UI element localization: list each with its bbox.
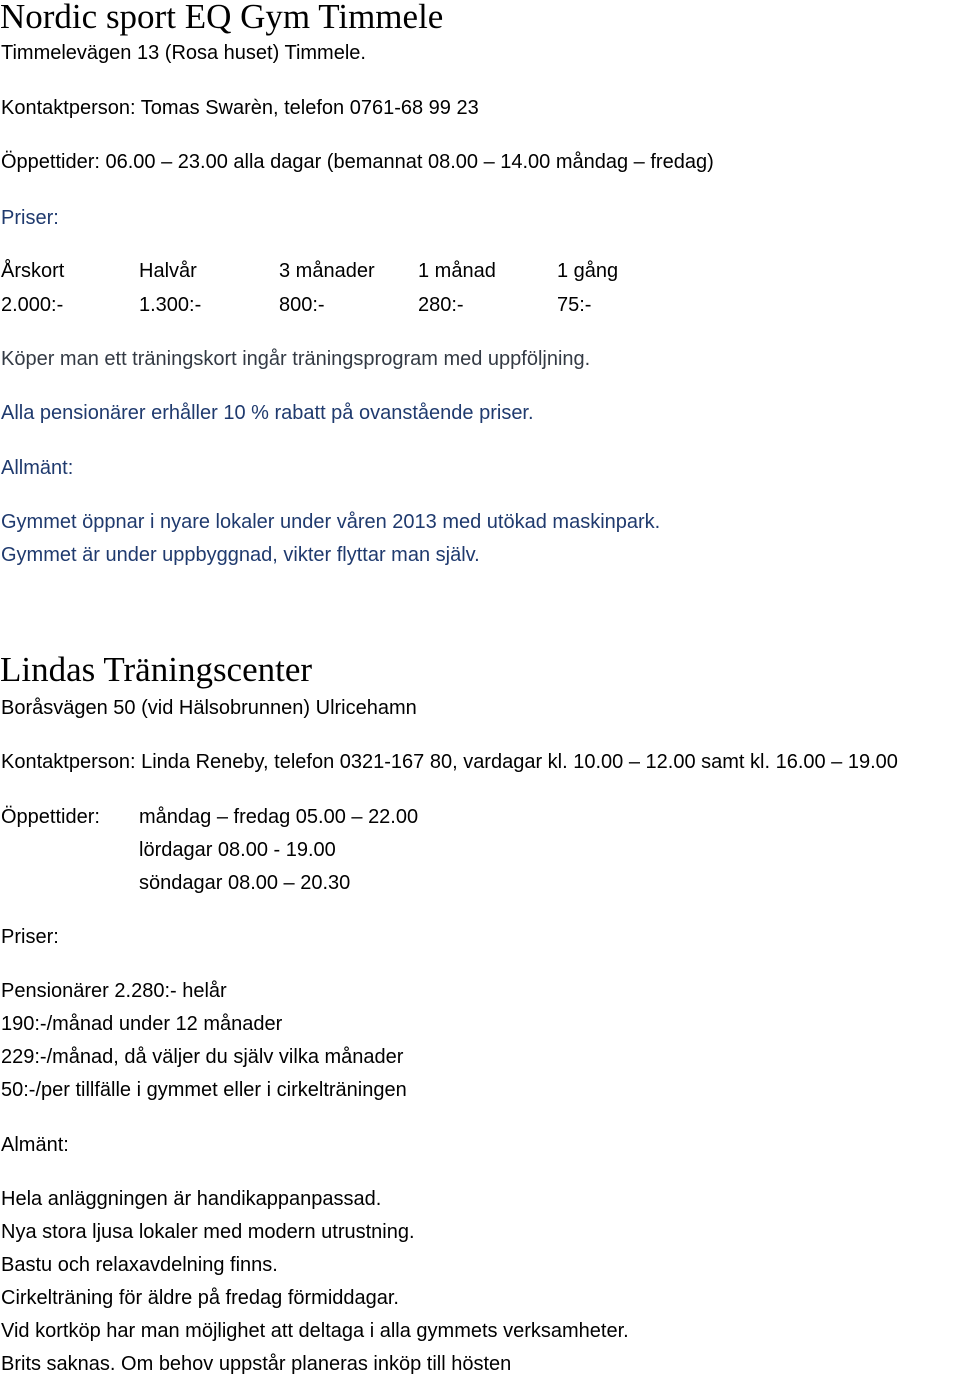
gym1-contact: Kontaktperson: Tomas Swarèn, telefon 0761-68 99 23 (1, 97, 479, 119)
gym2-hours-label: Öppettider: (1, 806, 100, 828)
gym1-prices-heading: Priser: (1, 207, 59, 229)
gym1-title: Nordic sport EQ Gym Timmele (0, 0, 444, 36)
gym2-price-line: 190:-/månad under 12 månader (1, 1013, 283, 1035)
gym2-price-line: 50:-/per tillfälle i gymmet eller i cirkelträningen (1, 1079, 407, 1101)
price-header-cell: Halvår (139, 260, 197, 282)
price-header-cell: 1 månad (418, 260, 496, 282)
gym2-prices-heading: Priser: (1, 926, 59, 948)
gym2-general-line: Nya stora ljusa lokaler med modern utrustning. (1, 1221, 415, 1243)
gym2-general-line: Bastu och relaxavdelning finns. (1, 1254, 278, 1276)
price-value-cell: 280:- (418, 294, 464, 316)
gym1-program-note: Köper man ett träningskort ingår träningsprogram med uppföljning. (1, 348, 591, 370)
gym2-hours-line: söndagar 08.00 – 20.30 (139, 872, 351, 894)
gym1-price-header-row (1, 259, 701, 283)
gym2-general-line: Hela anläggningen är handikappanpassad. (1, 1188, 382, 1210)
gym2-general-line: Cirkelträning för äldre på fredag förmiddagar. (1, 1287, 399, 1309)
gym1-price-value-row (1, 293, 701, 317)
price-value-cell: 1.300:- (139, 294, 202, 316)
price-header-cell: 1 gång (557, 260, 619, 282)
gym2-general-line: Brits saknas. Om behov uppstår planeras inköp till hösten (1, 1353, 512, 1375)
gym2-address: Boråsvägen 50 (vid Hälsobrunnen) Ulricehamn (1, 697, 417, 719)
gym2-price-line: Pensionärer 2.280:- helår (1, 980, 227, 1002)
gym2-hours-line: lördagar 08.00 - 19.00 (139, 839, 336, 861)
gym2-contact: Kontaktperson: Linda Reneby, telefon 0321-167 80, vardagar kl. 10.00 – 12.00 samt kl. 16.00 – 19.00 (1, 751, 898, 773)
gym1-address: Timmelevägen 13 (Rosa huset) Timmele. (1, 42, 366, 64)
gym1-general-line: Gymmet öppnar i nyare lokaler under våren 2013 med utökad maskinpark. (1, 511, 661, 533)
price-value-cell: 2.000:- (1, 294, 64, 316)
price-value-cell: 75:- (557, 294, 592, 316)
gym1-opening-hours: Öppettider: 06.00 – 23.00 alla dagar (bemannat 08.00 – 14.00 måndag – fredag) (1, 151, 714, 173)
gym1-discount-note: Alla pensionärer erhåller 10 % rabatt på ovanstående priser. (1, 402, 534, 424)
gym2-general-heading: Almänt: (1, 1134, 69, 1156)
gym1-general-heading: Allmänt: (1, 457, 74, 479)
price-header-cell: 3 månader (279, 260, 375, 282)
gym1-general-line: Gymmet är under uppbyggnad, vikter flyttar man själv. (1, 544, 480, 566)
gym2-hours-line: måndag – fredag 05.00 – 22.00 (139, 806, 419, 828)
price-header-cell: Årskort (1, 260, 65, 282)
gym2-title: Lindas Träningscenter (0, 650, 313, 689)
price-value-cell: 800:- (279, 294, 325, 316)
gym2-price-line: 229:-/månad, då väljer du själv vilka månader (1, 1046, 404, 1068)
gym2-general-line: Vid kortköp har man möjlighet att deltaga i alla gymmets verksamheter. (1, 1320, 629, 1342)
